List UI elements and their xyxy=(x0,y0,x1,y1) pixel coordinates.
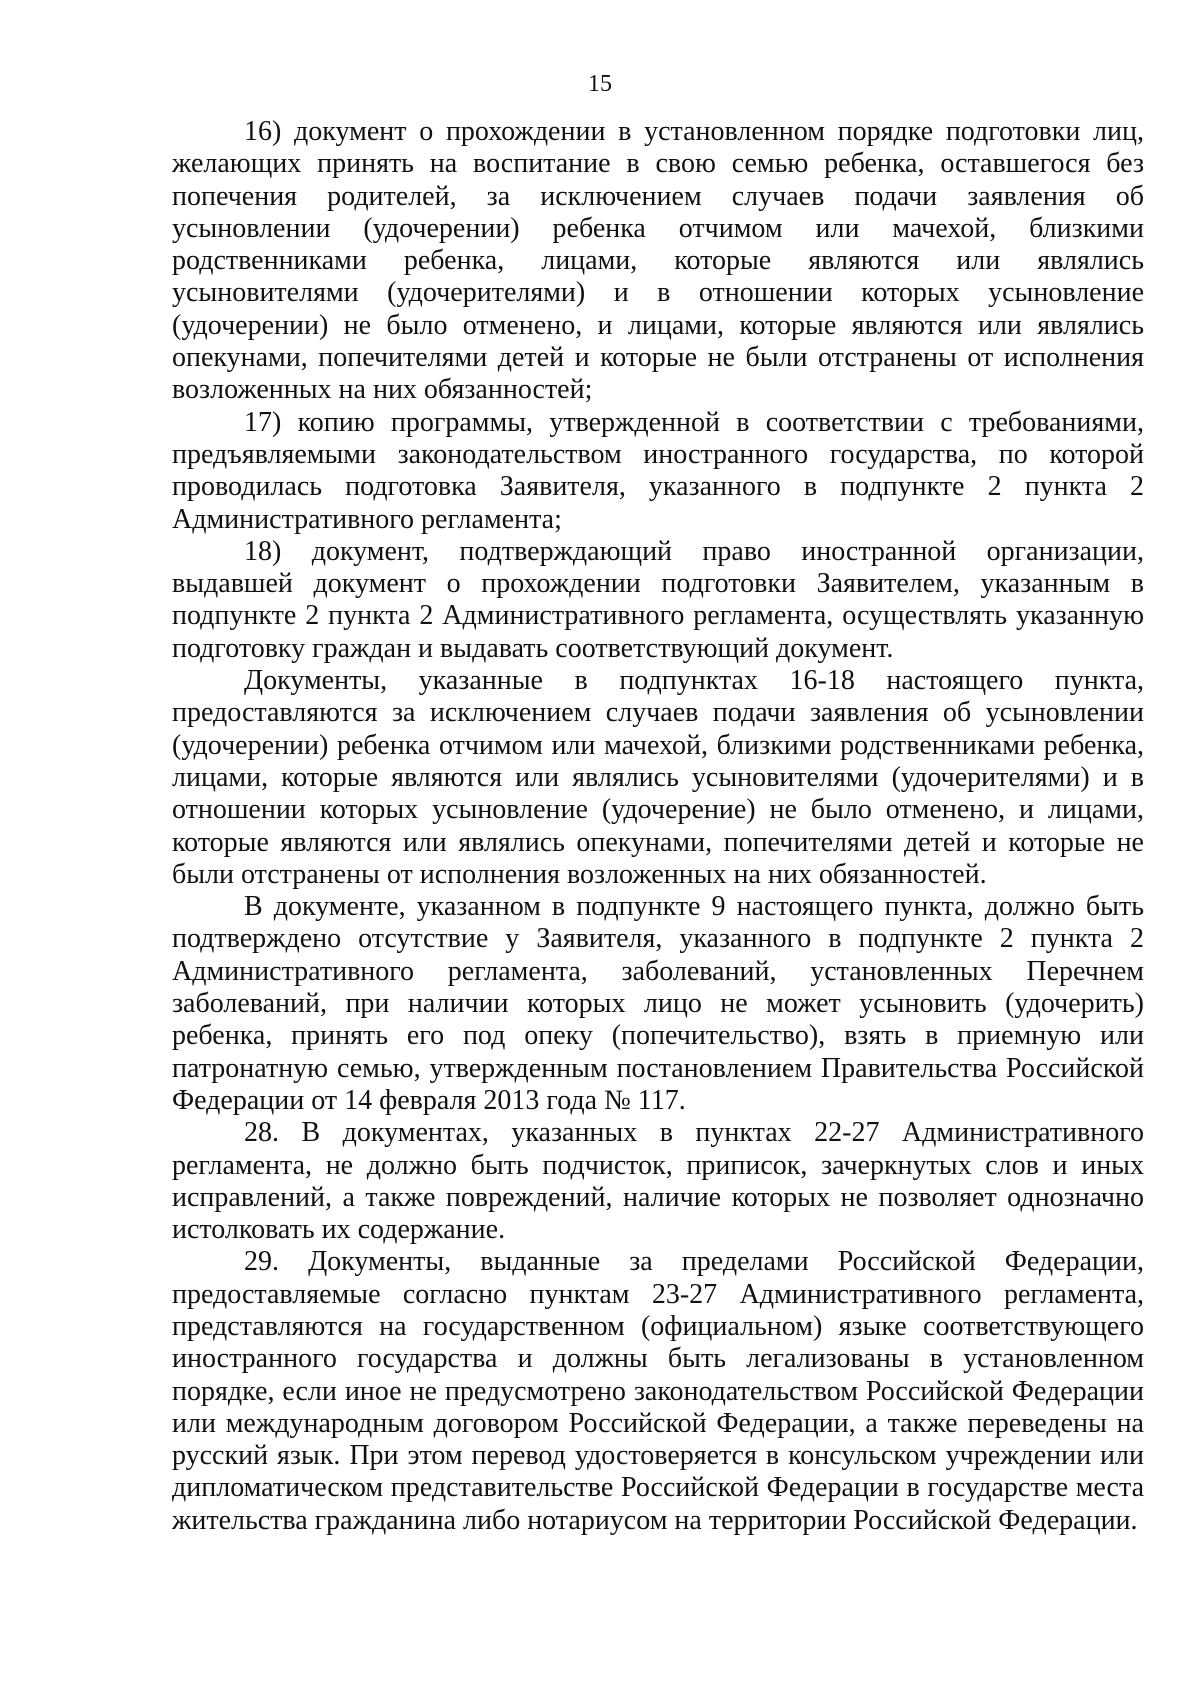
paragraph-subitem-17: 17) копию программы, утвержденной в соответствии с требованиями, предъявляемыми законодательством иностранного государства, по которой проводилась подготовка Заявителя, указанного в подпункте 2 пункта 2 Административного регламента; xyxy=(172,406,1144,535)
paragraph-subitem-18: 18) документ, подтверждающий право иностранной организации, выдавшей документ о прохождении подготовки Заявителем, указанным в подпункте 2 пункта 2 Административного регламента, осуществлять указанную подготовку граждан и выдавать соответствующий документ. xyxy=(172,535,1144,664)
paragraph-documents-16-18: Документы, указанные в подпунктах 16-18 настоящего пункта, предоставляются за исключением случаев подачи заявления об усыновлении (удочерении) ребенка отчимом или мачехой, близкими родственниками ребенка, лицами, которые являются или являлись усыновителями (удочерителями) и в отношении которых усыновление (удочерение) не было отменено, и лицами, которые являются или являлись опекунами, попечителями детей и которые не были отстранены от исполнения возложенных на них обязанностей. xyxy=(172,665,1144,890)
paragraph-subitem-16: 16) документ о прохождении в установленном порядке подготовки лиц, желающих принять на воспитание в свою семью ребенка, оставшегося без попечения родителей, за исключением случаев подачи заявления об усыновлении (удочерении) ребенка отчимом или мачехой, близкими родственниками ребенка, лицами, которые являются или являлись усыновителями (удочерителями) и в отношении которых усыновление (удочерении) не было отменено, и лицами, которые являются или являлись опекунами, попечителями детей и которые не были отстранены от исполнения возложенных на них обязанностей; xyxy=(172,116,1144,406)
paragraph-document-9: В документе, указанном в подпункте 9 настоящего пункта, должно быть подтверждено отсутствие у Заявителя, указанного в подпункте 2 пункта 2 Административного регламента, заболеваний, установленных Перечнем заболеваний, при наличии которых лицо не может усыновить (удочерить) ребенка, принять его под опеку (попечительство), взять в приемную или патронатную семью, утвержденным постановлением Правительства Российской Федерации от 14 февраля 2013 года № 117. xyxy=(172,891,1144,1116)
paragraph-item-29: 29. Документы, выданные за пределами Российской Федерации, предоставляемые согласно пунктам 23-27 Административного регламента, представляются на государственном (официальном) языке соответствующего иностранного государства и должны быть легализованы в установленном порядке, если иное не предусмотрено законодательством Российской Федерации или международным договором Российской Федерации, а также переведены на русский язык. При этом перевод удостоверяется в консульском учреждении или дипломатическом представительстве Российской Федерации в государстве места жительства гражданина либо нотариусом на территории Российской Федерации. xyxy=(172,1246,1144,1536)
document-body xyxy=(172,116,1144,1537)
paragraph-item-28: 28. В документах, указанных в пунктах 22-27 Административного регламента, не должно быть подчисток, приписок, зачеркнутых слов и иных исправлений, а также повреждений, наличие которых не позволяет однозначно истолковать их содержание. xyxy=(172,1117,1144,1246)
page-number: 15 xyxy=(588,71,612,97)
